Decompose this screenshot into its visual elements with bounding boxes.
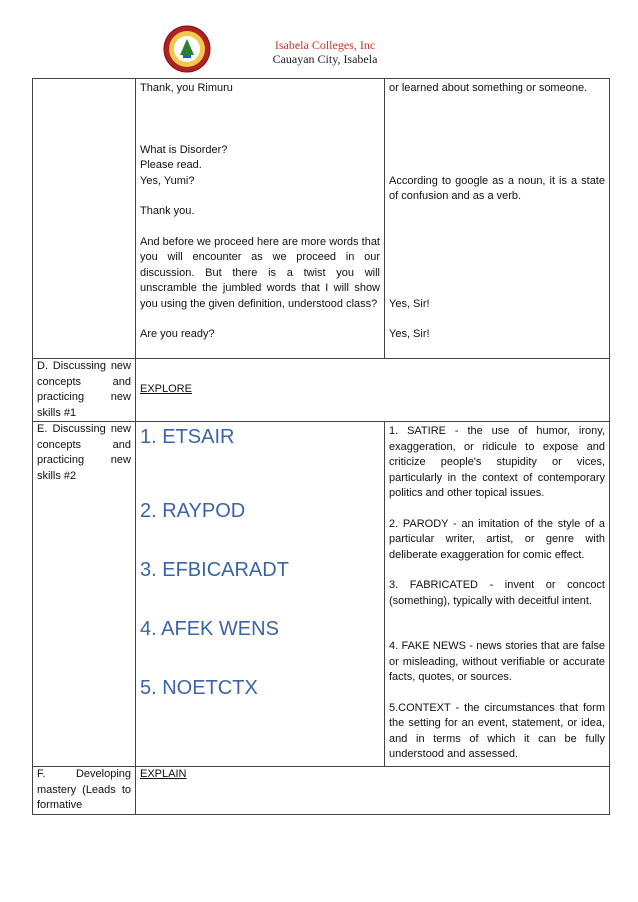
definition-4: 4. FAKE NEWS - news stories that are false or misleading, without verifiable or accurate facts, quotes, or sources. xyxy=(389,640,605,683)
procedure-label-f: F. Developing mastery (Leads to formative xyxy=(33,767,136,815)
lesson-plan-table xyxy=(32,78,610,815)
explore-cell xyxy=(136,359,610,422)
definition-1: 1. SATIRE - the use of humor, irony, exaggeration, or ridicule to expose and criticize people's stupidity or vices, particularly in the context of contemporary politics and other topical issues. xyxy=(389,425,605,499)
student-line: Yes, Sir! xyxy=(389,328,430,340)
teacher-activity-cell xyxy=(136,79,385,359)
table-row xyxy=(33,79,610,359)
explain-heading: EXPLAIN xyxy=(140,768,187,780)
table-row xyxy=(33,422,610,767)
jumbled-word-1: 1. ETSAIR xyxy=(140,426,235,448)
jumbled-words-cell xyxy=(136,422,385,767)
explore-heading: EXPLORE xyxy=(140,383,192,396)
teacher-line: What is Disorder? xyxy=(140,143,228,156)
school-city: Cauayan City, Isabela xyxy=(272,52,378,66)
table-row xyxy=(33,359,610,422)
procedure-label-d: D. Discussing new concepts and practicing new skills #1 xyxy=(33,359,136,422)
table-row xyxy=(33,767,610,815)
student-activity-cell xyxy=(385,79,610,359)
school-seal-icon xyxy=(163,25,211,73)
student-line: or learned about something or someone. xyxy=(389,82,588,94)
procedure-label-cell xyxy=(33,79,136,359)
teacher-line: Thank you. xyxy=(140,205,195,217)
teacher-line: Please read. xyxy=(140,159,202,171)
jumbled-word-3: 3. EFBICARADT xyxy=(140,559,289,581)
jumbled-word-4: 4. AFEK WENS xyxy=(140,618,279,640)
teacher-line: Yes, Yumi? xyxy=(140,174,195,187)
explain-cell xyxy=(136,767,610,815)
teacher-line: Thank, you Rimuru xyxy=(140,82,233,94)
jumbled-word-2: 2. RAYPOD xyxy=(140,500,246,522)
definitions-cell xyxy=(385,422,610,767)
definition-3: 3. FABRICATED - invent or concoct (something), typically with deceitful intent. xyxy=(389,579,605,607)
definition-2: 2. PARODY - an imitation of the style of a particular writer, artist, or genre with deliberate exaggeration for comic effect. xyxy=(389,517,605,561)
student-line: According to google as a noun, it is a state of confusion and as a verb. xyxy=(389,174,605,202)
school-heading xyxy=(250,38,400,66)
school-name: Isabela Colleges, Inc xyxy=(274,38,376,52)
definition-5: 5.CONTEXT - the circumstances that form the setting for an event, statement, or idea, and in terms of which it can be fully understood and assessed. xyxy=(389,701,605,760)
jumbled-word-5: 5. NOETCTX xyxy=(140,677,258,699)
student-line: Yes, Sir! xyxy=(389,297,430,310)
procedure-label-e: E. Discussing new concepts and practicing new skills #2 xyxy=(33,422,136,767)
teacher-line: Are you ready? xyxy=(140,328,215,340)
teacher-line: And before we proceed here are more words that you will encounter as we proceed in our discussion. But there is a twist you will unscramble the jumbled words that I will show you using the given definition, understood class? xyxy=(140,235,380,310)
page-header xyxy=(0,0,638,78)
